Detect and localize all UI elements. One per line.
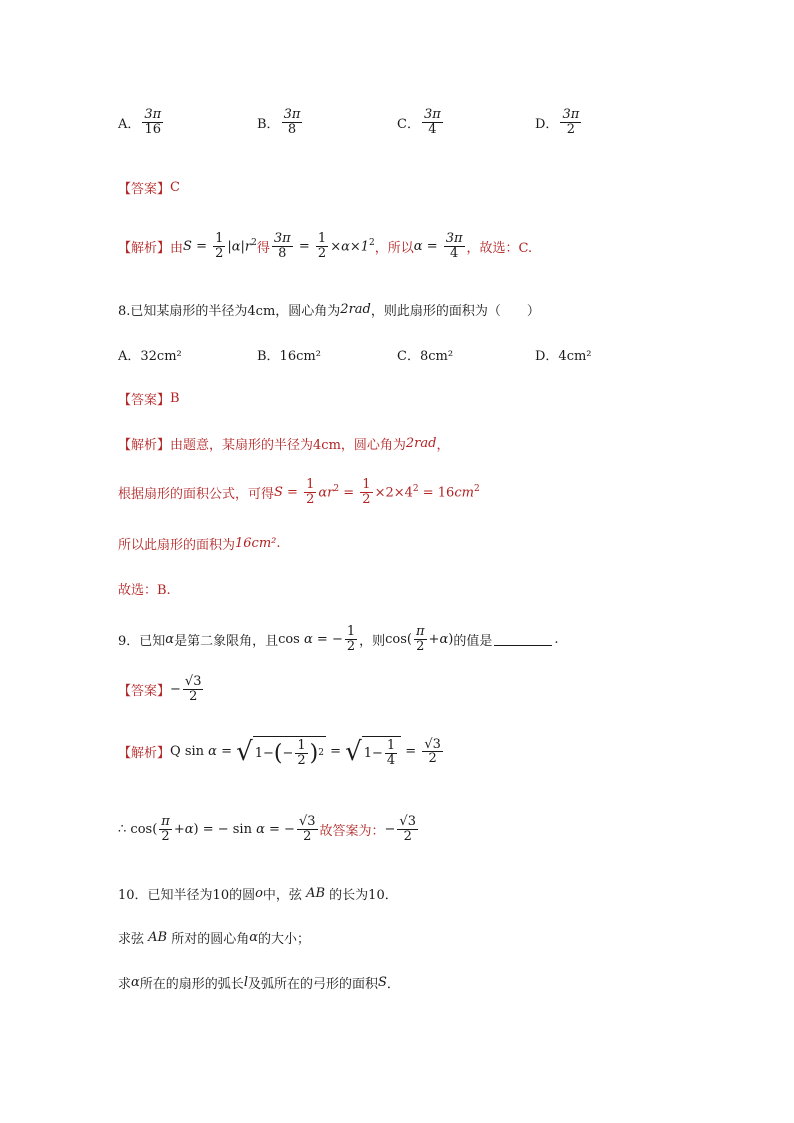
q7-answer: 【答案】 C bbox=[118, 180, 180, 197]
q10-line-3: 求 α 所在的扇形的弧长 l 及弧所在的弓形的面积 S ． bbox=[118, 975, 400, 992]
q8-analysis-1: 【解析】 由题意，某扇形的半径为4cm，圆心角为 2rad ， bbox=[118, 436, 450, 453]
option-b: B． $\frac{3\pi}{8}$ bbox=[257, 107, 301, 137]
answer-blank bbox=[494, 633, 552, 646]
fraction: $\frac{3\pi}{16}$ bbox=[144, 107, 162, 137]
option-a: A．32cm² bbox=[118, 349, 182, 364]
option-b: B．16cm² bbox=[257, 349, 321, 364]
fraction: $\frac{3\pi}{2}$ bbox=[562, 107, 580, 137]
q9-analysis-2: ∴ cos( $\frac{\pi}{2}$ +α) = − sin α = − $\frac{√3}{2}$ 故答案为： − $\frac{√3}{2}$ bbox=[118, 814, 416, 844]
q8-analysis-3: 所以此扇形的面积为 16cm² . bbox=[118, 536, 281, 553]
option-c: C．8cm² bbox=[397, 349, 454, 364]
fraction: $\frac{3\pi}{8}$ bbox=[283, 107, 301, 137]
q8-answer: 【答案】 B bbox=[118, 391, 180, 408]
q10-line-2: 求弦 AB 所对的圆心角 α 的大小； bbox=[118, 930, 311, 947]
q10-line-1: 10．已知半径为10的圆 o 中，弦 AB 的长为10． bbox=[118, 886, 398, 903]
q7-analysis: 【解析】 由 S = $\frac{1}{2}$ $|\alpha|r^2$ 得 $\frac{3\pi}{8}$ = $\frac{1}{2}$ $\times\alpha\times 1^2$ ，所以 α = $\frac{3\pi}{4}$ ，故选：C. bbox=[118, 231, 533, 261]
q9-analysis: 【解析】 Q sin α = √ 1− ( − $\frac{1}{2}$ ) 2 = √ 1− $\frac{1}{4}$ = $\frac{√3}{2}$ bbox=[118, 736, 441, 768]
option-d: D． $\frac{3\pi}{2}$ bbox=[535, 107, 580, 137]
q9-question: 9．已知 α 是第二象限角，且 cos α = − $\frac{1}{2}$ ，则 cos( $\frac{\pi}{2}$ +α) 的值是 . bbox=[118, 624, 559, 654]
q8-question: 8.已知某扇形的半径为4cm，圆心角为 2rad ，则此扇形的面积为（ ） bbox=[118, 302, 540, 319]
q9-answer: 【答案】 − $\frac{√3}{2}$ bbox=[118, 674, 202, 704]
option-a: A． $\frac{3\pi}{16}$ bbox=[118, 107, 162, 137]
q8-analysis-2: 根据扇形的面积公式，可得 S = $\frac{1}{2}$ $\alpha r^2$ = $\frac{1}{2}$ $\times 2\times 4^2 = 16cm^2$ bbox=[118, 477, 480, 507]
option-c: C． $\frac{3\pi}{4}$ bbox=[397, 107, 441, 137]
q8-analysis-4: 故选：B. bbox=[118, 583, 171, 598]
fraction: $\frac{3\pi}{4}$ bbox=[423, 107, 441, 137]
option-d: D．4cm² bbox=[535, 349, 592, 364]
